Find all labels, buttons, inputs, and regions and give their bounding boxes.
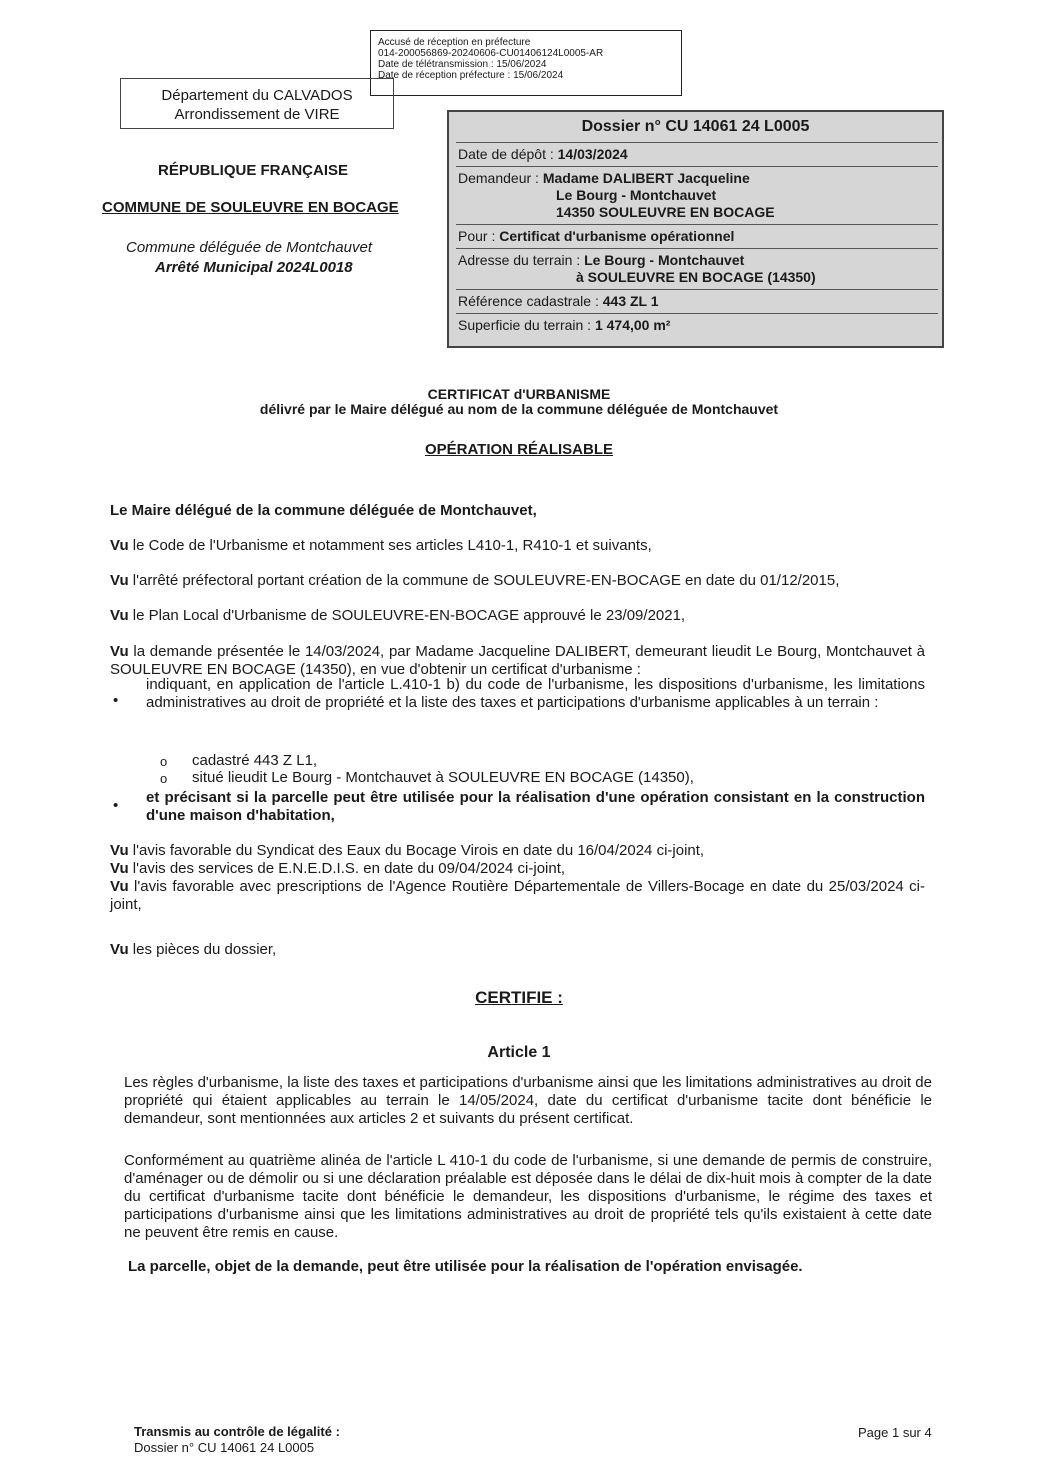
vu-paragraph: Vu la demande présentée le 14/03/2024, par Madame Jacqueline DALIBERT, demeurant lieudit Le Bourg, Montchauvet à SOULEUVRE EN BOCAGE (14350), en vue d'obtenir un certificat d'urbanisme : [110,643,925,678]
article-paragraph: Conformément au quatrième alinéa de l'article L 410-1 du code de l'urbanisme, si une demande de permis de construire, d'aménager ou de démolir ou si une déclaration préalable est déposée dans le délai de dix-huit mois à compter de la date du certificat d'urbanisme tacite dont bénéficie le demandeur, les dispositions d'urbanisme, le régime des taxes et participations d'urbanisme ainsi que les limitations administratives au droit de propriété tels qu'ils existaient à cette date ne peuvent être remis en cause. [124,1152,932,1241]
article-paragraph: Les règles d'urbanisme, la liste des taxes et participations d'urbanisme ainsi que les limitations administratives au droit de propriété qui étaient applicables au terrain le 14/05/2024, date du certificat d'urbanisme tacite dont bénéficie le demandeur, sont mentionnées aux articles 2 et suivants du présent certificat. [124,1074,932,1127]
vu-paragraph: Vu le Plan Local d'Urbanisme de SOULEUVRE-EN-BOCAGE approuvé le 23/09/2021, [110,607,686,624]
certifie-heading: CERTIFIE : [475,988,563,1007]
vu-paragraph: Vu l'avis favorable avec prescriptions de l'Agence Routière Départementale de Villers-Bocage en date du 25/03/2024 ci-joint, [110,878,925,913]
sub-bullet-text: cadastré 443 Z L1, [192,752,318,769]
stamp-line: Accusé de réception en préfecture [378,37,531,48]
dossier-row-demandeur [456,166,938,224]
circle-bullet-icon: o [160,771,168,786]
bullet-icon: • [113,797,119,814]
depot-label: Date de dépôt : [458,146,554,162]
sub-bullet-text: situé lieudit Le Bourg - Montchauvet à SOULEUVRE EN BOCAGE (14350), [192,769,694,786]
dossier-row-pour [456,224,938,248]
article-1-title: Article 1 [487,1044,551,1061]
commune-name: COMMUNE DE SOULEUVRE EN BOCAGE [102,199,399,216]
adresse-line: à SOULEUVRE EN BOCAGE (14350) [576,269,816,285]
vu-paragraph: Vu les pièces du dossier, [110,941,277,958]
bullet-icon: • [113,692,119,709]
bullet-text: et précisant si la parcelle peut être utilisée pour la réalisation d'une opération consistant en la construction d'une maison d'habitation, [146,789,925,824]
cadastre-value: 443 ZL 1 [602,293,659,309]
vu-paragraph: Vu l'avis des services de E.N.E.D.I.S. en date du 09/04/2024 ci-joint, [110,860,566,877]
operation-realisable: OPÉRATION RÉALISABLE [424,441,614,458]
commune-deleguee: Commune déléguée de Montchauvet [126,239,372,256]
dossier-row-adresse [456,248,938,289]
dossier-box [447,110,944,348]
maire-heading: Le Maire délégué de la commune déléguée de Montchauvet, [110,502,537,519]
arrondissement-name: Arrondissement de VIRE [174,106,340,123]
depot-value: 14/03/2024 [557,146,628,162]
circle-bullet-icon: o [160,754,168,769]
department-box [120,78,394,129]
demandeur-label: Demandeur : [458,170,539,186]
demandeur-address-line: Le Bourg - Montchauvet [556,187,717,203]
dossier-row-cadastre [456,289,938,313]
cadastre-label: Référence cadastrale : [458,293,599,309]
department-name: Département du CALVADOS [161,87,353,104]
vu-paragraph: Vu le Code de l'Urbanisme et notamment ses articles L410-1, R410-1 et suivants, [110,537,652,554]
dossier-row-superficie [456,313,938,337]
republique-francaise: RÉPUBLIQUE FRANÇAISE [158,162,349,179]
superficie-value: 1 474,00 m² [594,317,671,333]
pour-label: Pour : [458,228,496,244]
stamp-line: Date de télétransmission : 15/06/2024 [378,59,547,70]
stamp-line: 014-200056869-20240606-CU01406124L0005-AR [378,48,604,59]
reception-stamp [370,30,682,96]
certificat-title: CERTIFICAT d'URBANISME [427,386,611,402]
arrete-municipal: Arrêté Municipal 2024L0018 [155,259,353,276]
vu-paragraph: Vu l'avis favorable du Syndicat des Eaux du Bocage Virois en date du 16/04/2024 ci-joint, [110,842,705,859]
certificat-subtitle: délivré par le Maire délégué au nom de la commune déléguée de Montchauvet [259,401,779,417]
vu-paragraph: Vu l'arrêté préfectoral portant création de la commune de SOULEUVRE-EN-BOCAGE en date du 01/12/2015, [110,572,840,589]
dossier-title: Dossier n° CU 14061 24 L0005 [581,118,810,135]
footer-dossier-number: Dossier n° CU 14061 24 L0005 [134,1440,315,1455]
demandeur-name: Madame DALIBERT Jacqueline [542,170,750,186]
adresse-label: Adresse du terrain : [458,252,581,268]
pour-value: Certificat d'urbanisme opérationnel [499,228,735,244]
bullet-text: indiquant, en application de l'article L.410-1 b) du code de l'urbanisme, les dispositions d'urbanisme, les limitations administratives au droit de propriété et la liste des taxes et participations d'urbanisme applicables à un terrain : [146,676,925,711]
demandeur-address-line: 14350 SOULEUVRE EN BOCAGE [556,204,775,220]
superficie-label: Superficie du terrain : [458,317,592,333]
stamp-line: Date de réception préfecture : 15/06/2024 [378,70,564,81]
page-number: Page 1 sur 4 [858,1425,932,1440]
footer-transmis [134,1424,340,1456]
adresse-line: Le Bourg - Montchauvet [584,252,745,268]
conclusion: La parcelle, objet de la demande, peut être utilisée pour la réalisation de l'opération envisagée. [128,1258,803,1275]
transmis-label: Transmis au contrôle de légalité : [134,1424,340,1439]
dossier-row-depot [456,142,938,166]
